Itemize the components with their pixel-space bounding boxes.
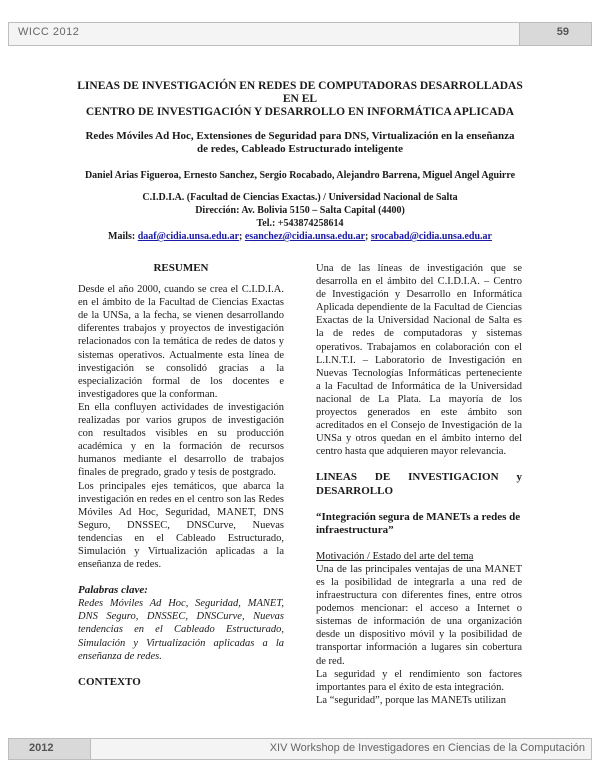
mail-link-1[interactable]: daaf@cidia.unsa.edu.ar	[137, 231, 240, 242]
mails-label: Mails:	[108, 231, 136, 242]
footer-year-box	[9, 739, 91, 759]
conference-label: WICC 2012	[18, 26, 80, 38]
mail-link-3[interactable]: srocabad@cidia.unsa.edu.ar	[370, 231, 492, 242]
affiliation-phone: Tel.: +543874258614	[256, 218, 344, 229]
motivacion-paragraph-3: La “seguridad”, porque las MANETs utilizan	[316, 694, 506, 706]
paper-title-line1: LINEAS DE INVESTIGACIÓN EN REDES DE COMPUTADORAS DESARROLLADAS	[77, 80, 523, 92]
affiliation-line1: C.I.D.I.A. (Facultad de Ciencias Exactas.) / Universidad Nacional de Salta	[142, 192, 458, 203]
motivacion-paragraph-1: Una de las principales ventajas de una MANET es la posibilidad de integrarla a una red de infraestructura con diferentes fines, entre otros podemos mencionar: el acceso a Internet o sistemas de información de una organización desde un dispositivo móvil y la posibilidad de transportar información a lugares sin cobertura de red.	[316, 563, 522, 667]
page-number: 59	[556, 26, 569, 38]
motivacion-heading: Motivación / Estado del arte del tema	[316, 550, 474, 562]
keywords-text: Redes Móviles Ad Hoc, Seguridad, MANET, DNS Seguro, DNSSEC, DNSCurve, Nuevas tendencias en el Cableado Estructurado, Simulación y Virtualización aplicadas a la enseñanza de redes.	[78, 598, 284, 662]
paper-title-line3: CENTRO DE INVESTIGACIÓN Y DESARROLLO EN INFORMÁTICA APLICADA	[85, 106, 515, 118]
paper-subtitle-line2: de redes, Cableado Estructurado inteligente	[196, 143, 404, 155]
resumen-heading: RESUMEN	[153, 262, 209, 274]
contexto-heading: CONTEXTO	[78, 675, 141, 688]
keywords-heading: Palabras clave:	[78, 584, 148, 597]
mail-separator: ;	[239, 231, 243, 242]
topic-heading: “Integración segura de MANETs a redes de infraestructura”	[316, 510, 521, 536]
author-list: Daniel Arias Figueroa, Ernesto Sanchez, Sergio Rocabado, Alejandro Barrena, Miguel Angel Aguirre	[84, 170, 516, 181]
affiliation-mails	[40, 230, 560, 243]
footer-workshop-name: XIV Workshop de Investigadores en Ciencias de la Computación	[269, 742, 585, 754]
page-footer	[8, 738, 592, 760]
right-column	[316, 262, 522, 707]
page-header	[8, 22, 592, 46]
resumen-paragraph-1: Desde el año 2000, cuando se crea el C.I.D.I.A. en el ámbito de la Facultad de Ciencias Exactas de la UNSa, a la fecha, se vienen desarrollando diferentes trabajos y proyectos de investigación relacionados con la temática de redes de datos y sistemas operativos. Actualmente esta línea de investigación se consolidó gracias a la especialización formal de los docentes e investigadores que la conforman.	[78, 284, 284, 400]
left-column	[78, 262, 284, 689]
resumen-paragraph-2: En ella confluyen actividades de investigación realizadas por varios grupos de investigación con resultados visibles en su producción académica y en la formación de recursos humanos mediante el desarrollo de trabajos finales de pregrado, grado y tesis de postgrado.	[78, 401, 284, 479]
paper-title-line2: EN EL	[282, 93, 318, 105]
affiliation-address: Dirección: Av. Bolivia 5150 – Salta Capital (4400)	[195, 205, 405, 216]
resumen-paragraph-3: Los principales ejes temáticos, que abarca la investigación en redes en el centro son las Redes Móviles Ad Hoc, Seguridad, MANET, DNS Seguro, DNSSEC, DNSCurve, Nuevas tendencias en el Cableado Estructurado, Simulación y Virtualización aplicadas a la enseñanza de redes.	[78, 480, 284, 571]
lineas-heading: LINEAS DE INVESTIGACION y DESARROLLO	[316, 471, 522, 497]
footer-year: 2012	[29, 742, 54, 754]
paper-subtitle-line1: Redes Móviles Ad Hoc, Extensiones de Seguridad para DNS, Virtualización en la enseñanza	[85, 130, 515, 142]
motivacion-paragraph-2: La seguridad y el rendimiento son factores importantes para el éxito de esta integración.	[316, 668, 522, 693]
page-number-box	[519, 23, 591, 45]
mail-separator: ;	[365, 231, 369, 242]
mail-link-2[interactable]: esanchez@cidia.unsa.edu.ar	[244, 231, 366, 242]
contexto-paragraph: Una de las líneas de investigación que se desarrolla en el ámbito del C.I.D.I.A. – Centro de Investigación y Desarrollo en Informática Aplicada dependiente de la Facultad de Ciencias Exactas de la Universidad Nacional de Salta es la de redes de computadoras y sistemas operativos. Trabajamos en colaboración con el L.I.N.T.I. – Laboratorio de Investigación en Nuevas Tecnologías Informáticas perteneciente a la Facultad de Informática de la Universidad nacional de La Plata. La mayoría de los proyectos generados en este ámbito son acreditados en el Consejo de Investigación de la UNSa y otros quedan en el ámbito interno del centro hasta que adquieren mayor relevancia.	[316, 263, 522, 458]
